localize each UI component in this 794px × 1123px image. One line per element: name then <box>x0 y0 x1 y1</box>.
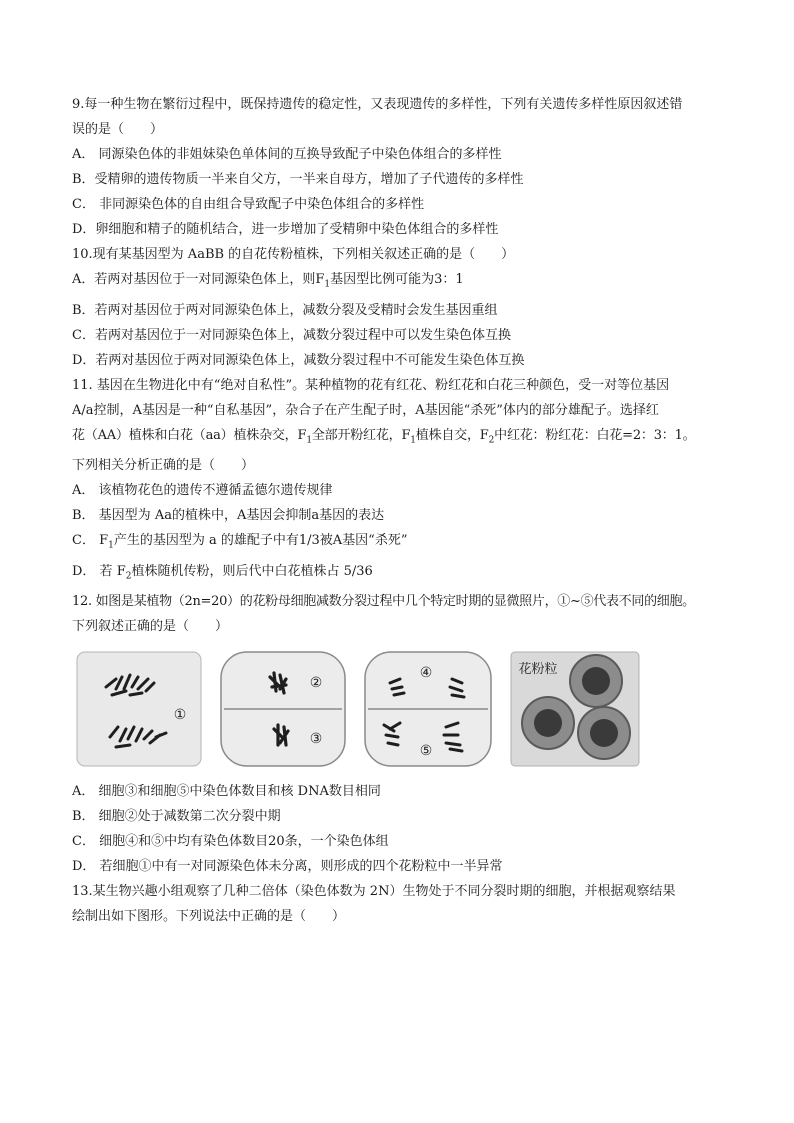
pollen-grain-1-nucleus <box>582 667 610 695</box>
micrograph-figure <box>72 651 736 771</box>
question-13-line2: 绘制出如下图形。下列说法中正确的是（ ） <box>72 909 346 925</box>
question-11-line3: 花（AA）植株和白花（aa）植株杂交，$F_1$全部开粉红花，$F_1$植株自交，$F_2$中红花：粉红花：白花=2：3：1。 <box>72 427 696 446</box>
question-12-option-a: A． 细胞③和细胞⑤中染色体数目和核 DNA数目相同 <box>72 784 381 800</box>
question-10 <box>72 242 736 373</box>
micrograph-panel-3 <box>364 651 492 767</box>
question-9-option-c: C． 非同源染色体的自由组合导致配子中染色体组合的多样性 <box>72 197 425 212</box>
micrograph-panel-2 <box>220 651 346 767</box>
question-10-option-d: D．若两对基因位于两对同源染色体上，减数分裂过程中不可能发生染色体互换 <box>72 352 525 368</box>
question-11-option-a: A． 该植物花色的遗传不遵循孟德尔遗传规律 <box>72 483 333 499</box>
question-12-option-c: C． 细胞④和⑤中均有染色体数目20条，一个染色体组 <box>72 834 389 850</box>
question-10-option-c: C．若两对基因位于一对同源染色体上，减数分裂过程中可以发生染色体互换 <box>72 327 511 343</box>
question-9-stem-line2: 误的是（ ） <box>72 122 164 137</box>
label-cell-4: ④ <box>419 665 433 682</box>
question-11-option-d: D． 若 $F_2$植株随机传粉，则后代中白花植株占 5/36 <box>72 563 373 582</box>
question-11-option-b: B． 基因型为 Aa的植株中，A基因会抑制a基因的表达 <box>72 508 385 524</box>
pollen-grain-3-nucleus <box>590 719 618 747</box>
question-9 <box>72 92 736 242</box>
question-9-option-b: B．受精卵的遗传物质一半来自父方，一半来自母方，增加了子代遗传的多样性 <box>72 172 524 187</box>
micrograph-panel-4 <box>510 651 640 767</box>
question-12 <box>72 589 736 879</box>
label-cell-3: ③ <box>309 731 323 748</box>
question-9-option-a: A． 同源染色体的非姐妹染色单体间的互换导致配子中染色体组合的多样性 <box>72 147 502 162</box>
label-pollen: 花粉粒 <box>518 662 558 678</box>
label-cell-5: ⑤ <box>419 743 433 760</box>
question-13-line1: 13.某生物兴趣小组观察了几种二倍体（染色体数为 2N）生物处于不同分裂时期的细胞，并根据观察结果 <box>72 884 676 900</box>
question-10-stem: 10.现有某基因型为 AaBB 的自花传粉植株，下列相关叙述正确的是（ ） <box>72 247 515 262</box>
label-cell-2: ② <box>309 675 323 692</box>
micrograph-panel-1 <box>76 651 202 767</box>
question-11 <box>72 373 736 590</box>
question-12-line1: 12. 如图是某植物（2n=20）的花粉母细胞减数分裂过程中几个特定时期的显微照片，①~⑤代表不同的细胞。 <box>72 594 695 610</box>
question-10-option-a: A．若两对基因位于一对同源染色体上，则$F_1$基因型比例可能为3：1 <box>72 272 464 290</box>
question-10-option-b: B．若两对基因位于两对同源染色体上，减数分裂及受精时会发生基因重组 <box>72 302 498 318</box>
pollen-grain-2-nucleus <box>534 709 562 737</box>
question-13 <box>72 879 736 929</box>
question-12-line2: 下列叙述正确的是（ ） <box>72 619 229 635</box>
question-11-option-c: C． $F_1$产生的基因型为 a 的雄配子中有1/3被A基因“杀死” <box>72 533 408 551</box>
questions-content <box>72 92 736 929</box>
question-11-line1: 11. 基因在生物进化中有“绝对自私性”。某种植物的花有红花、粉红花和白花三种颜色，受一对等位基因 <box>72 377 670 393</box>
label-cell-1: ① <box>173 707 187 724</box>
question-9-stem-line1: 9.每一种生物在繁衍过程中，既保持遗传的稳定性，又表现遗传的多样性，下列有关遗传多样性原因叙述错 <box>72 97 683 112</box>
question-11-line4: 下列相关分析正确的是（ ） <box>72 458 255 474</box>
question-11-line2: A/a控制，A基因是一种“自私基因”，杂合子在产生配子时，A基因能“杀死”体内的部分雄配子。选择红 <box>72 402 659 418</box>
question-9-option-d: D．卵细胞和精子的随机结合，进一步增加了受精卵中染色体组合的多样性 <box>72 222 499 237</box>
question-12-option-d: D． 若细胞①中有一对同源染色体未分离，则形成的四个花粉粒中一半异常 <box>72 859 503 875</box>
question-12-option-b: B． 细胞②处于减数第二次分裂中期 <box>72 809 281 825</box>
